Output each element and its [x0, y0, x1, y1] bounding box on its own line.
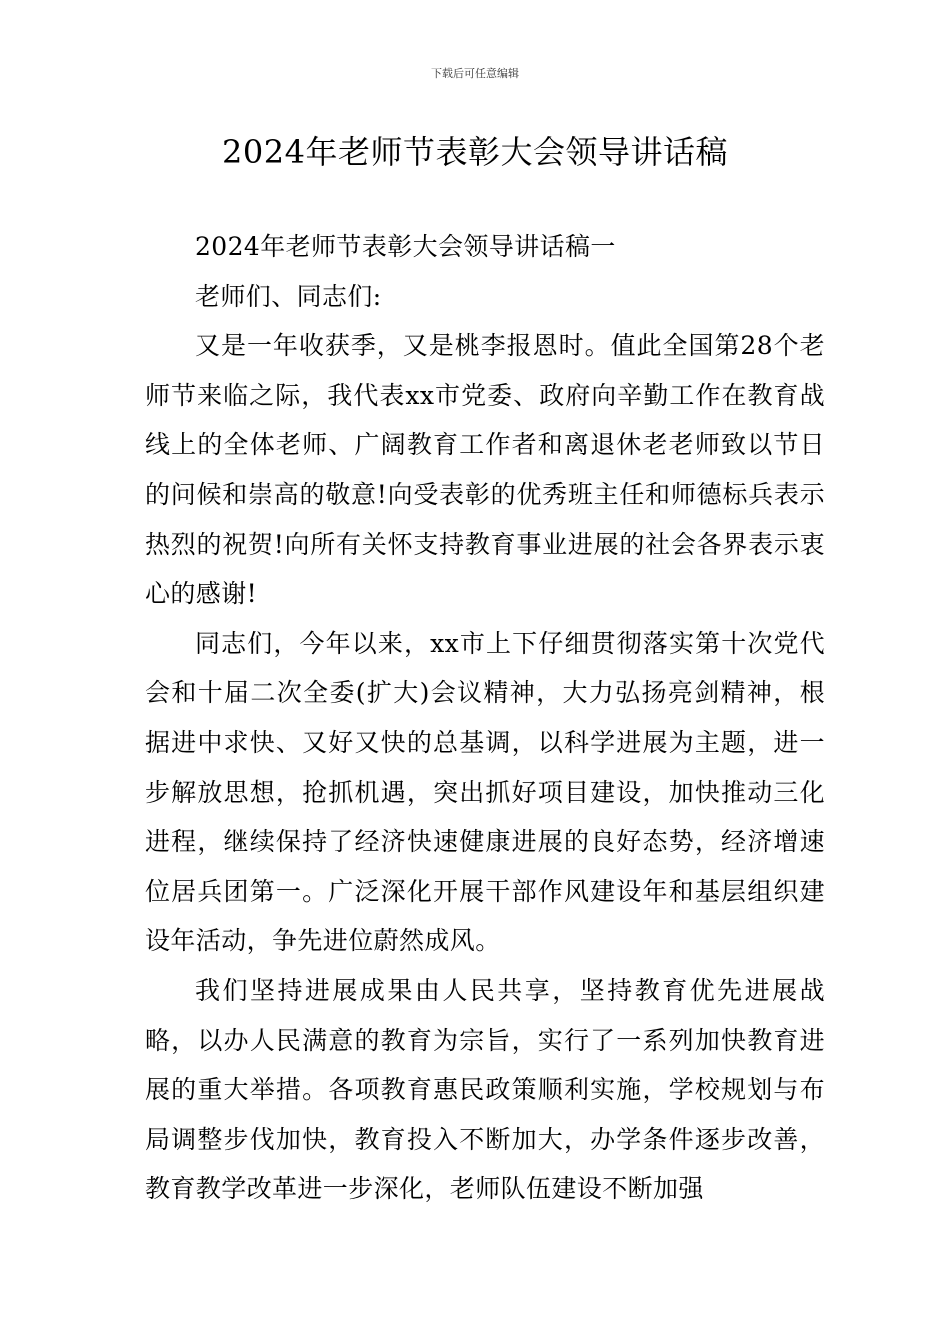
- paragraph: 同志们，今年以来，xx市上下仔细贯彻落实第十次党代会和十届二次全委(扩大)会议精神，大力弘扬亮剑精神，根据进中求快、又好又快的总基调，以科学进展为主题，进一步解放思想，抢抓机遇，突出抓好项目建设，加快推动三化进程，继续保持了经济快速健康进展的良好态势，经济增速位居兵团第一。广泛深化开展干部作风建设年和基层组织建设年活动，争先进位蔚然成风。: [145, 628, 825, 956]
- paragraph: 又是一年收获季，又是桃李报恩时。值此全国第28个老师节来临之际，我代表xx市党委、政府向辛勤工作在教育战线上的全体老师、广阔教育工作者和离退休老老师致以节日的问候和崇高的敬意!向受表彰的优秀班主任和师德标兵表示热烈的祝贺!向所有关怀支持教育事业进展的社会各界表示衷心的感谢!: [145, 331, 825, 609]
- paragraph-salutation: 老师们、同志们:: [195, 281, 382, 311]
- paragraph: 我们坚持进展成果由人民共享，坚持教育优先进展战略，以办人民满意的教育为宗旨，实行了一系列加快教育进展的重大举措。各项教育惠民政策顺利实施，学校规划与布局调整步伐加快，教育投入不断加大，办学条件逐步改善，教育教学改革进一步深化，老师队伍建设不断加强: [145, 975, 825, 1204]
- document-body: [145, 222, 825, 1214]
- paragraph-subtitle: 2024年老师节表彰大会领导讲话稿一: [195, 232, 616, 261]
- header-note: 下载后可任意编辑: [431, 67, 519, 80]
- document-title: 2024年老师节表彰大会领导讲话稿: [222, 133, 728, 171]
